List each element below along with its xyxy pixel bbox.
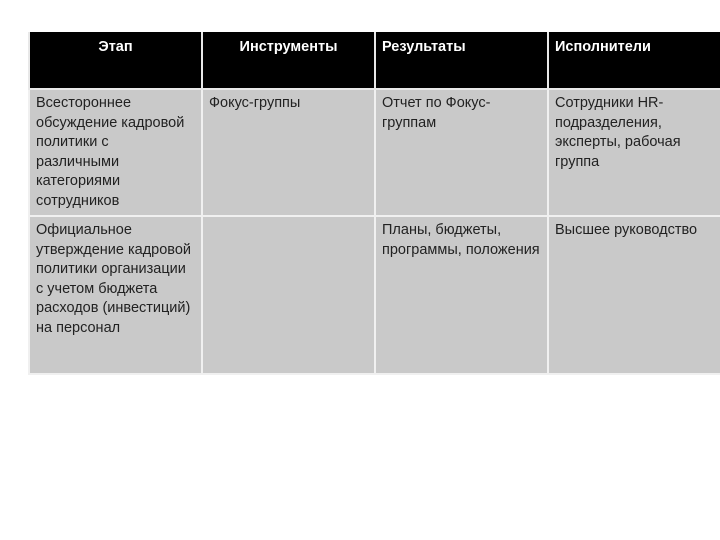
cell-results: Отчет по Фокус-группам — [375, 89, 548, 216]
header-stage: Этап — [29, 32, 202, 89]
cell-performers: Сотрудники HR-подразделения, эксперты, рабочая группа — [548, 89, 720, 216]
header-results: Результаты — [375, 32, 548, 89]
header-tools: Инструменты — [202, 32, 375, 89]
header-row — [29, 32, 720, 89]
hr-policy-table — [28, 32, 720, 375]
header-performers: Исполнители — [548, 32, 720, 89]
cell-tools — [202, 216, 375, 374]
table-row — [29, 216, 720, 374]
cell-stage: Официальное утверждение кадровой политики организации с учетом бюджета расходов (инвестиций) на персонал — [29, 216, 202, 374]
table-row — [29, 89, 720, 216]
cell-stage: Всестороннее обсуждение кадровой политики с различными категориями сотрудников — [29, 89, 202, 216]
cell-results: Планы, бюджеты, программы, положения — [375, 216, 548, 374]
cell-performers: Высшее руководство — [548, 216, 720, 374]
cell-tools: Фокус-группы — [202, 89, 375, 216]
